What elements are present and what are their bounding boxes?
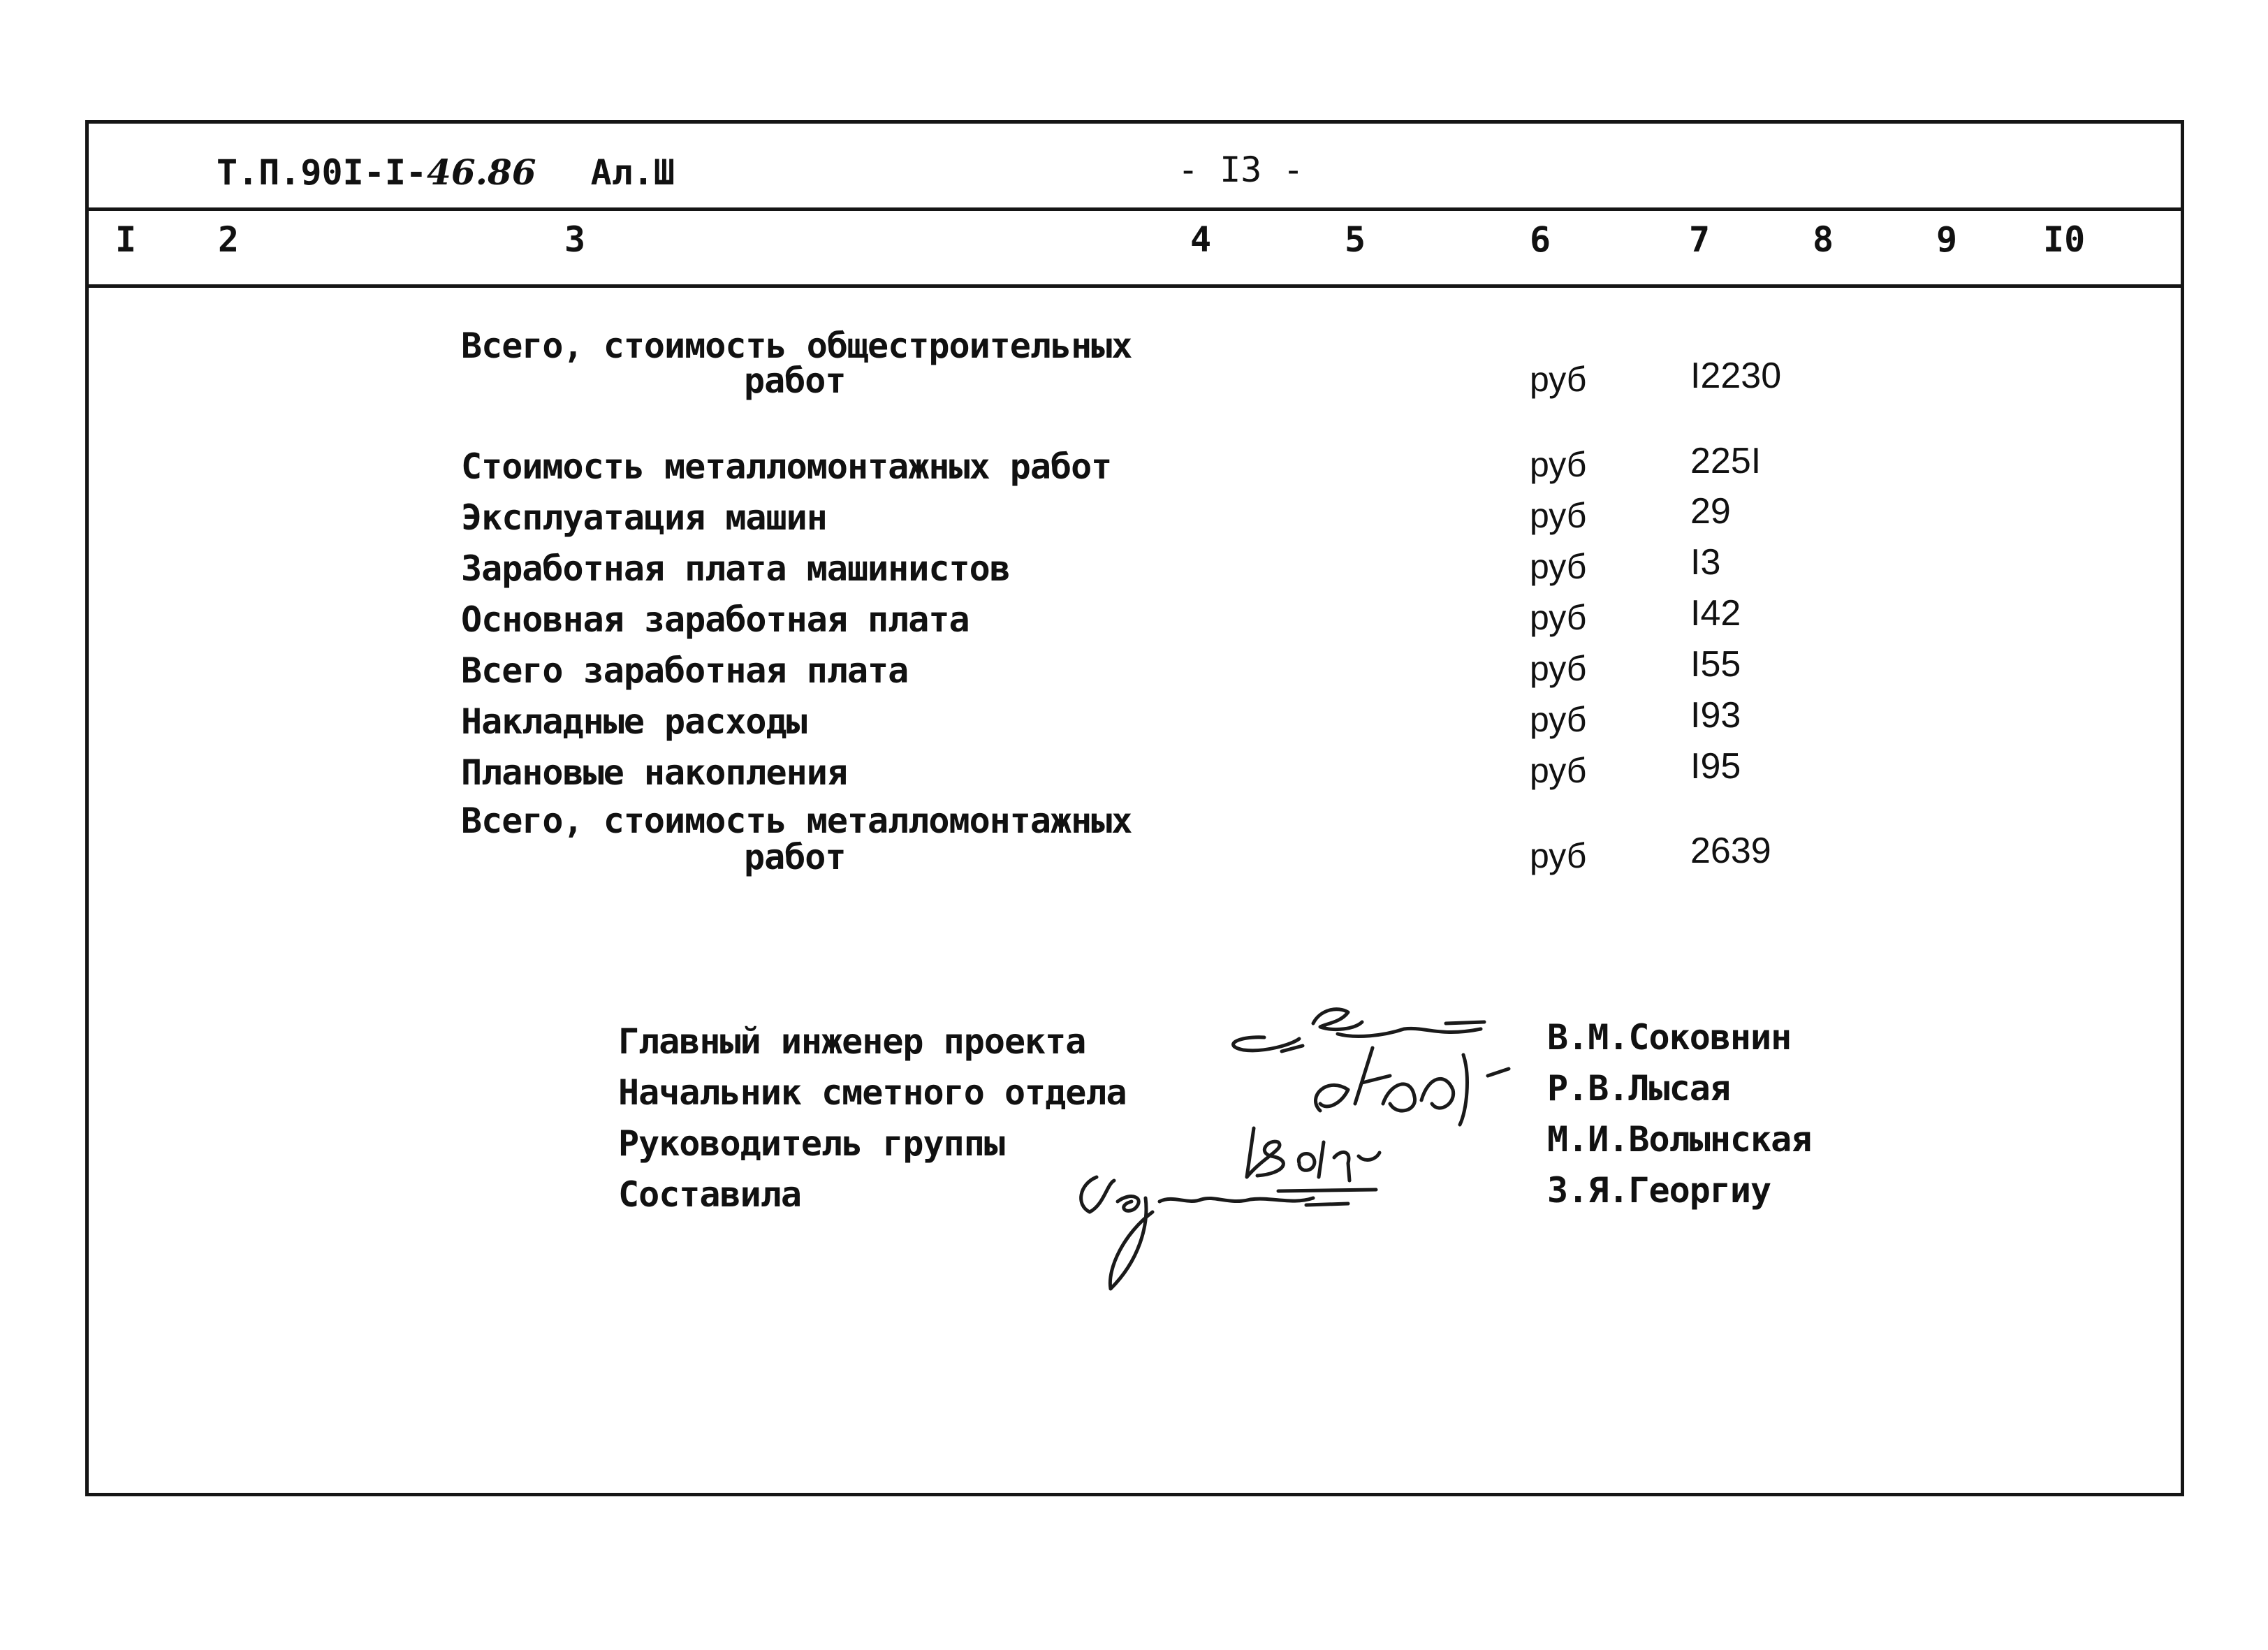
column-number-5: 5 [1345, 219, 1366, 260]
row-value: I2230 [1690, 356, 1782, 396]
document-code-handwritten: 46.86 [427, 152, 536, 193]
row-value: I42 [1690, 593, 1741, 634]
document-code-prefix: Т.П.90I-I- [217, 152, 427, 193]
row-name: Заработная плата машинистов [461, 548, 1010, 589]
signatory-role: Начальник сметного отдела [618, 1072, 1127, 1113]
row-value: I93 [1690, 695, 1741, 736]
row-value: 225I [1690, 441, 1762, 481]
row-value: I3 [1690, 542, 1721, 583]
page-number: - I3 - [1178, 149, 1304, 190]
column-number-6: 6 [1530, 219, 1551, 260]
row-name-line: работ [744, 837, 846, 877]
header-rule [89, 207, 2181, 211]
column-number-9: 9 [1936, 219, 1958, 260]
column-number-4: 4 [1190, 219, 1212, 260]
row-unit: руб [1530, 445, 1587, 484]
row-name-line: работ [744, 360, 846, 401]
row-value: I55 [1690, 644, 1741, 685]
column-header-rule [89, 284, 2181, 288]
signatory-role: Руководитель группы [618, 1123, 1004, 1164]
row-unit: руб [1530, 360, 1587, 399]
row-unit: руб [1530, 547, 1587, 586]
column-number-3: 3 [564, 219, 586, 260]
column-number-10: I0 [2043, 219, 2086, 260]
row-unit: руб [1530, 496, 1587, 535]
row-name: Стоимость металломонтажных работ [461, 446, 1112, 487]
row-name: Эксплуатация машин [461, 497, 827, 538]
row-unit: руб [1530, 598, 1587, 637]
signatory-name: З.Я.Георгиу [1547, 1170, 1771, 1211]
handwritten-signature [1069, 1163, 1383, 1296]
row-name: Основная заработная плата [461, 599, 970, 640]
column-number-2: 2 [218, 219, 240, 260]
row-unit: руб [1530, 700, 1587, 739]
signatory-name: В.М.Соковнин [1547, 1017, 1792, 1058]
row-unit: руб [1530, 751, 1587, 790]
album-label: Ал.Ш [590, 152, 675, 193]
signatory-role: Составила [618, 1174, 801, 1215]
column-number-7: 7 [1689, 219, 1711, 260]
row-name: Накладные расходы [461, 701, 807, 742]
row-value: 29 [1690, 491, 1731, 532]
signatory-name: М.И.Волынская [1547, 1119, 1812, 1160]
document-code [217, 152, 675, 193]
column-number-8: 8 [1813, 219, 1834, 260]
row-name: Плановые накопления [461, 752, 847, 793]
column-number-1: I [115, 219, 137, 260]
row-name-line: Всего, стоимость общестроительных [461, 326, 1132, 366]
row-name: Всего заработная плата [461, 650, 909, 691]
signatory-role: Главный инженер проекта [618, 1021, 1086, 1062]
signatory-name: Р.В.Лысая [1547, 1068, 1730, 1109]
row-unit: руб [1530, 836, 1587, 875]
row-value: 2639 [1690, 831, 1771, 871]
row-unit: руб [1530, 649, 1587, 688]
row-name-line: Всего, стоимость металломонтажных [461, 801, 1132, 841]
row-value: I95 [1690, 746, 1741, 787]
